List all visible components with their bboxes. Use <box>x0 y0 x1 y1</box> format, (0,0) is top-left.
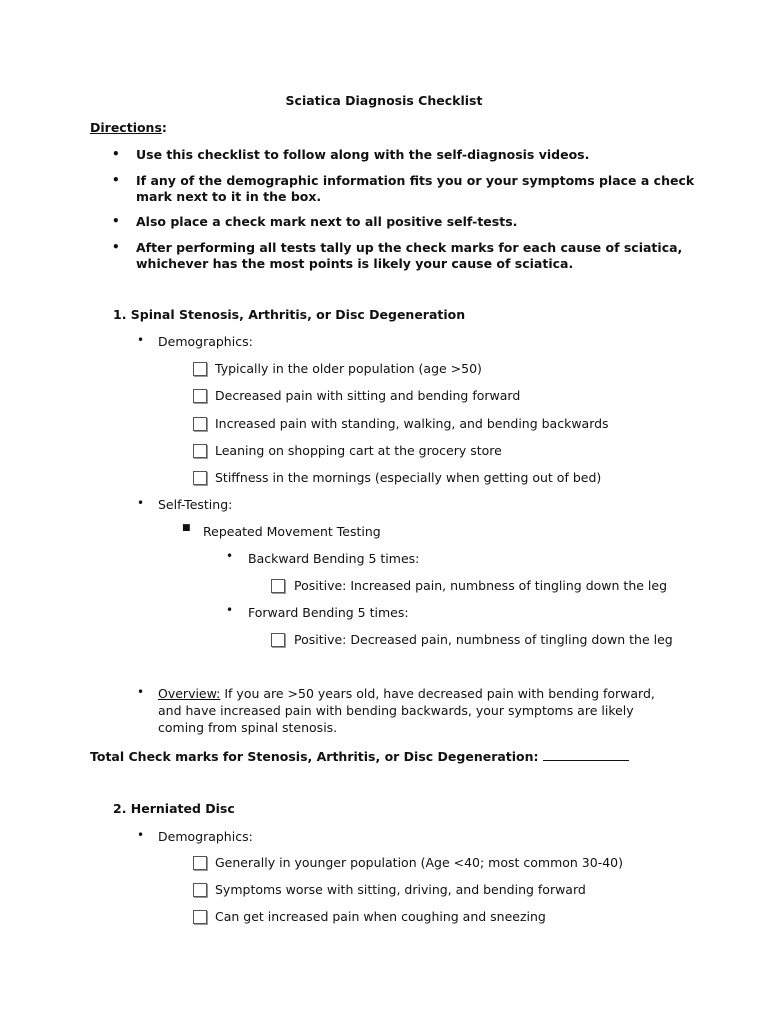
checklist-item-label: Leaning on shopping cart at the grocery store <box>215 443 502 458</box>
forward-bending-label <box>226 603 409 620</box>
demographics-label <box>137 828 253 844</box>
checklist-item-label: Increased pain with standing, walking, and bending backwards <box>215 416 609 431</box>
checklist-item-label: Symptoms worse with sitting, driving, and bending forward <box>215 882 586 897</box>
checkbox[interactable] <box>193 389 207 403</box>
total-check-marks <box>90 748 629 764</box>
direction-line: mark next to it in the box. <box>136 189 322 204</box>
direction-line: Use this checklist to follow along with the self-diagnosis videos. <box>136 147 590 162</box>
bullet-icon: • <box>137 685 145 699</box>
direction-item <box>112 147 590 163</box>
overview-text: If you are >50 years old, have decreased pain with bending forward, and have increased pain with bending backwards, your symptoms are likely coming from spinal stenosis. <box>158 686 655 735</box>
section-heading: 2. Herniated Disc <box>113 801 235 816</box>
checklist-item-label: Generally in younger population (Age <40; most common 30-40) <box>215 855 624 870</box>
direction-item <box>112 240 683 272</box>
square-bullet-icon: ■ <box>182 523 191 533</box>
checkbox[interactable] <box>193 910 207 924</box>
backward-bending-text: Backward Bending 5 times: <box>248 551 420 566</box>
directions-heading <box>90 120 167 135</box>
checkbox[interactable] <box>193 883 207 897</box>
demographics-label <box>137 333 253 349</box>
bullet-icon: • <box>112 173 120 187</box>
repeated-movement-label <box>182 523 381 539</box>
total-blank-line[interactable] <box>543 748 629 761</box>
checkbox[interactable] <box>271 579 285 593</box>
section-heading: 1. Spinal Stenosis, Arthritis, or Disc Degeneration <box>113 307 466 322</box>
checkbox[interactable] <box>193 362 207 376</box>
checkbox[interactable] <box>271 633 285 647</box>
directions-label: Directions <box>90 120 162 135</box>
forward-bending-text: Forward Bending 5 times: <box>248 605 409 620</box>
checklist-item-label: Typically in the older population (age >50) <box>215 361 482 376</box>
checkbox[interactable] <box>193 856 207 870</box>
page-title: Sciatica Diagnosis Checklist <box>285 93 483 108</box>
direction-line: If any of the demographic information fits you or your symptoms place a check <box>136 173 695 188</box>
bullet-icon: • <box>226 549 234 563</box>
direction-item <box>112 214 518 230</box>
self-testing-label <box>137 496 233 512</box>
positive-test-label: Positive: Decreased pain, numbness of tingling down the leg <box>294 632 673 647</box>
checkbox[interactable] <box>193 417 207 431</box>
bullet-icon: • <box>112 147 120 161</box>
direction-line: After performing all tests tally up the check marks for each cause of sciatica, <box>136 240 683 255</box>
self-testing-label-text: Self-Testing: <box>158 497 233 512</box>
bullet-icon: • <box>137 828 145 842</box>
demographics-label-text: Demographics: <box>158 334 253 349</box>
overview-paragraph <box>137 685 658 736</box>
bullet-icon: • <box>226 603 234 617</box>
backward-bending-label <box>226 549 420 566</box>
checkbox[interactable] <box>193 471 207 485</box>
checklist-item-label: Stiffness in the mornings (especially when getting out of bed) <box>215 470 602 485</box>
demographics-label-text: Demographics: <box>158 829 253 844</box>
direction-line: Also place a check mark next to all positive self-tests. <box>136 214 518 229</box>
bullet-icon: • <box>137 496 145 510</box>
bullet-icon: • <box>137 333 145 347</box>
checklist-item-label: Can get increased pain when coughing and sneezing <box>215 909 546 924</box>
checklist-item-label: Decreased pain with sitting and bending forward <box>215 388 521 403</box>
checkbox[interactable] <box>193 444 207 458</box>
bullet-icon: • <box>112 214 120 228</box>
directions-colon: : <box>161 120 167 135</box>
overview-label: Overview: <box>158 686 221 701</box>
repeated-movement-text: Repeated Movement Testing <box>203 524 381 539</box>
positive-test-label: Positive: Increased pain, numbness of tingling down the leg <box>294 578 667 593</box>
direction-item <box>112 173 695 205</box>
bullet-icon: • <box>112 240 120 254</box>
total-label: Total Check marks for Stenosis, Arthritis, or Disc Degeneration: <box>90 749 539 764</box>
direction-line: whichever has the most points is likely your cause of sciatica. <box>136 256 574 271</box>
